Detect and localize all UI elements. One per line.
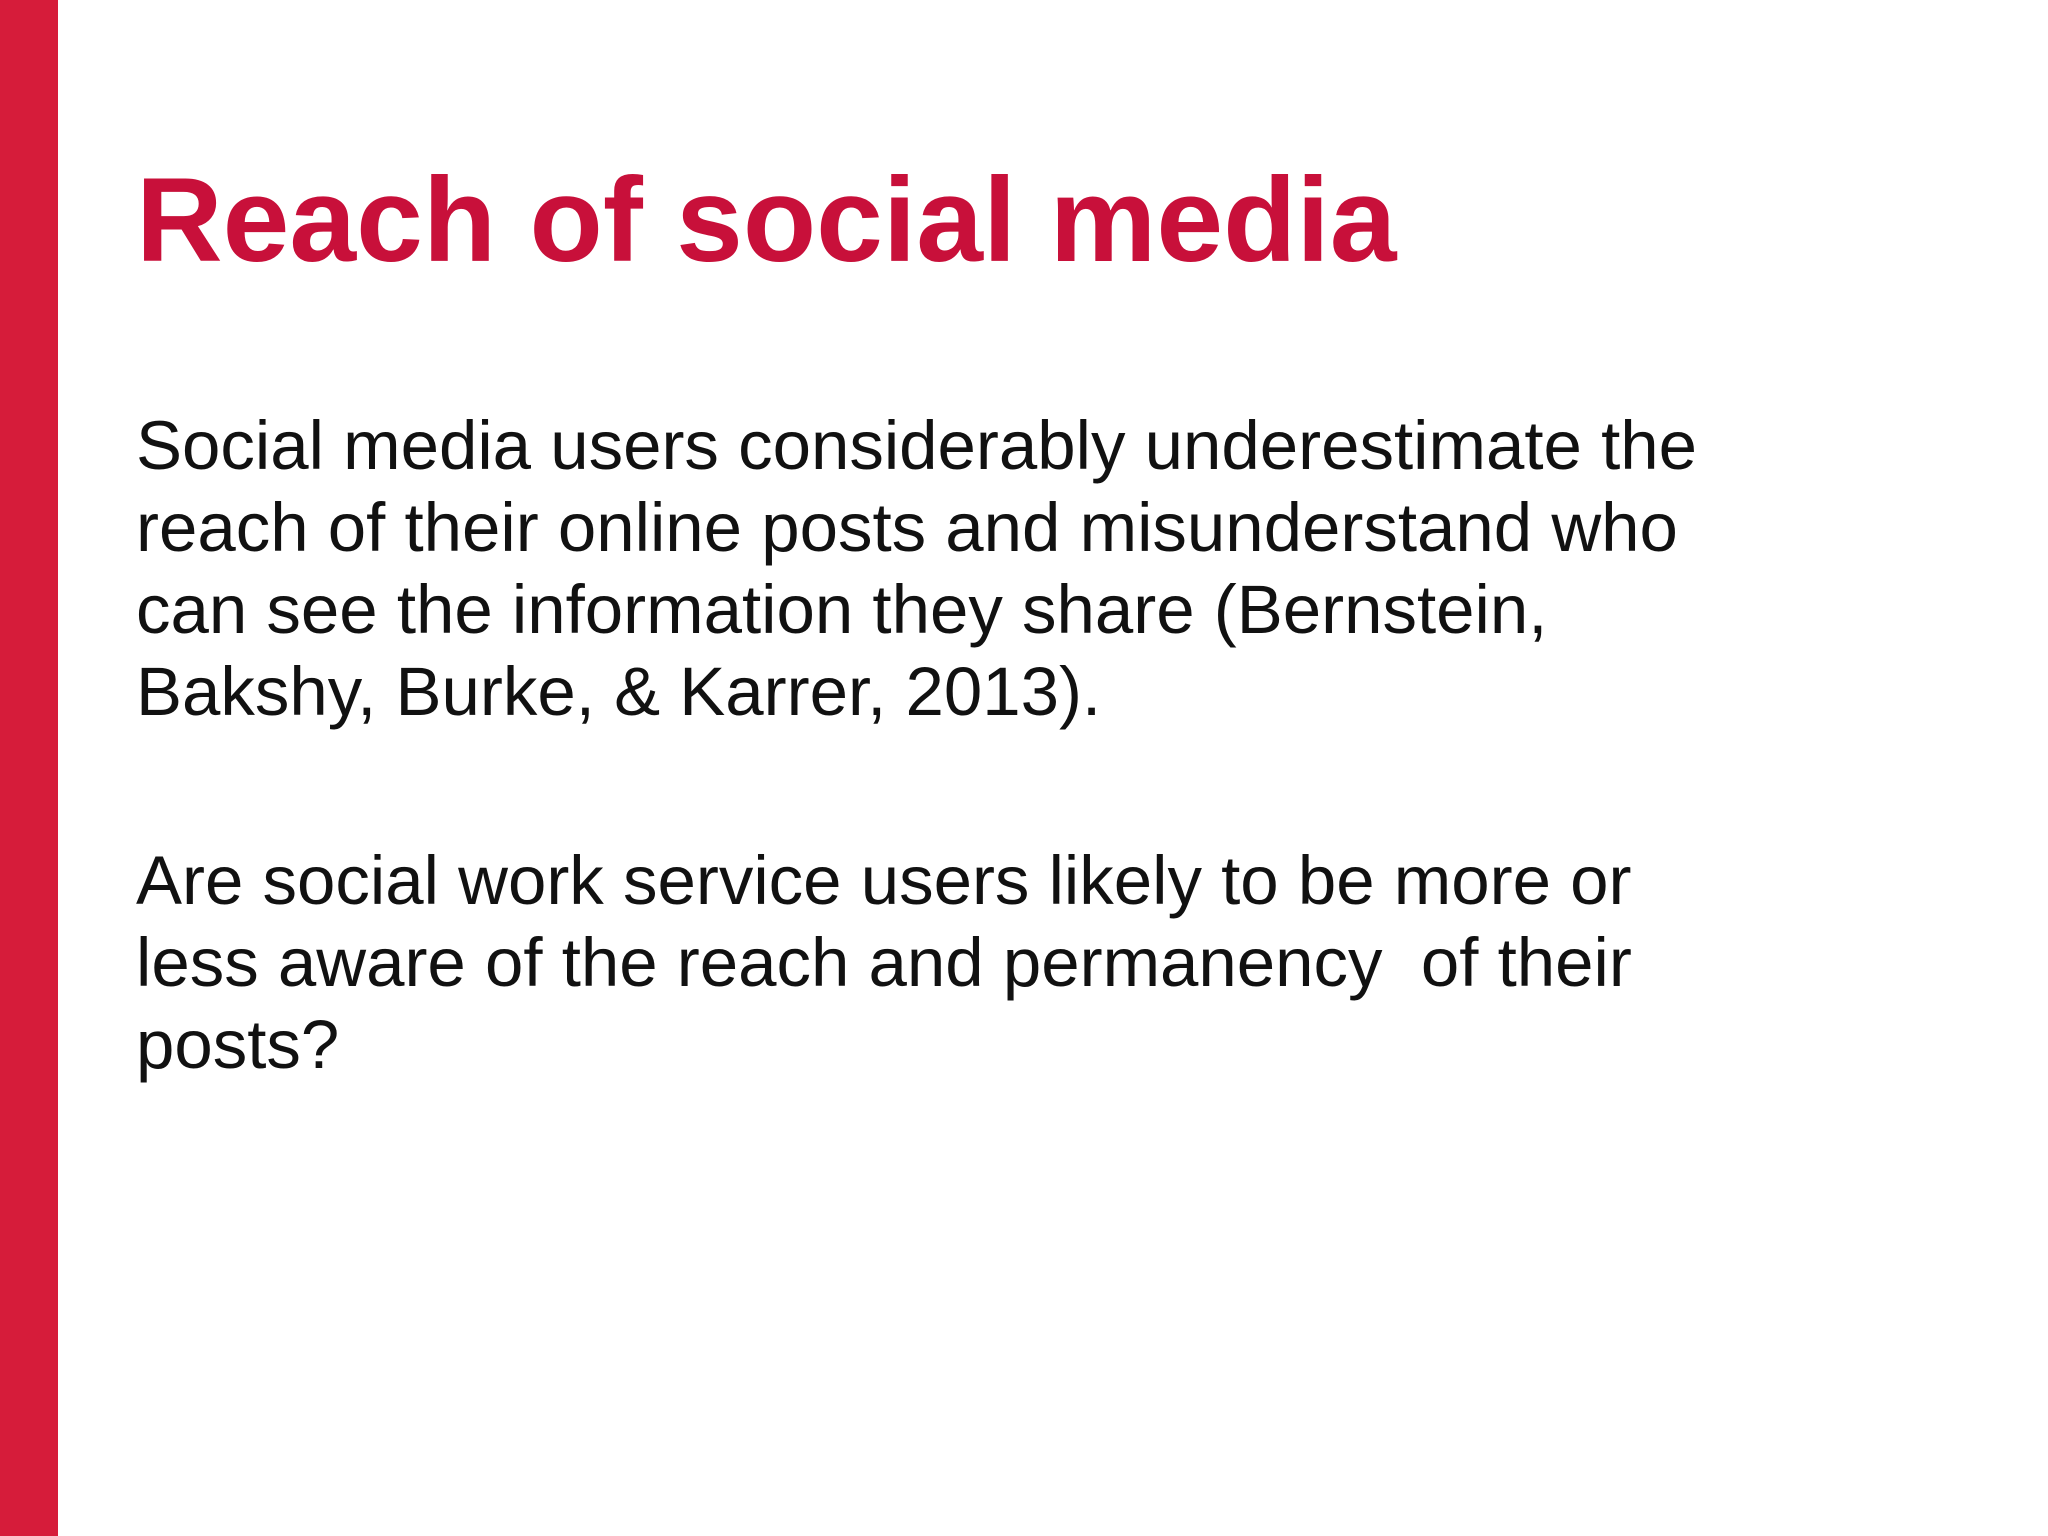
paragraph-reach-finding (136, 405, 1996, 733)
text-line: Bakshy, Burke, & Karrer, 2013). (136, 653, 1102, 730)
paragraph-question (136, 840, 1996, 1086)
accent-bar (0, 0, 58, 1536)
text-line: Are social work service users likely to be more or (136, 842, 1632, 919)
text-line: posts? (136, 1006, 340, 1083)
text-line: reach of their online posts and misunderstand who (136, 489, 1678, 566)
text-line: Social media users considerably underestimate the (136, 407, 1697, 484)
slide-title: Reach of social media (136, 153, 1397, 287)
text-line: can see the information they share (Bernstein, (136, 571, 1548, 648)
text-line: less aware of the reach and permanency of their (136, 924, 1632, 1001)
